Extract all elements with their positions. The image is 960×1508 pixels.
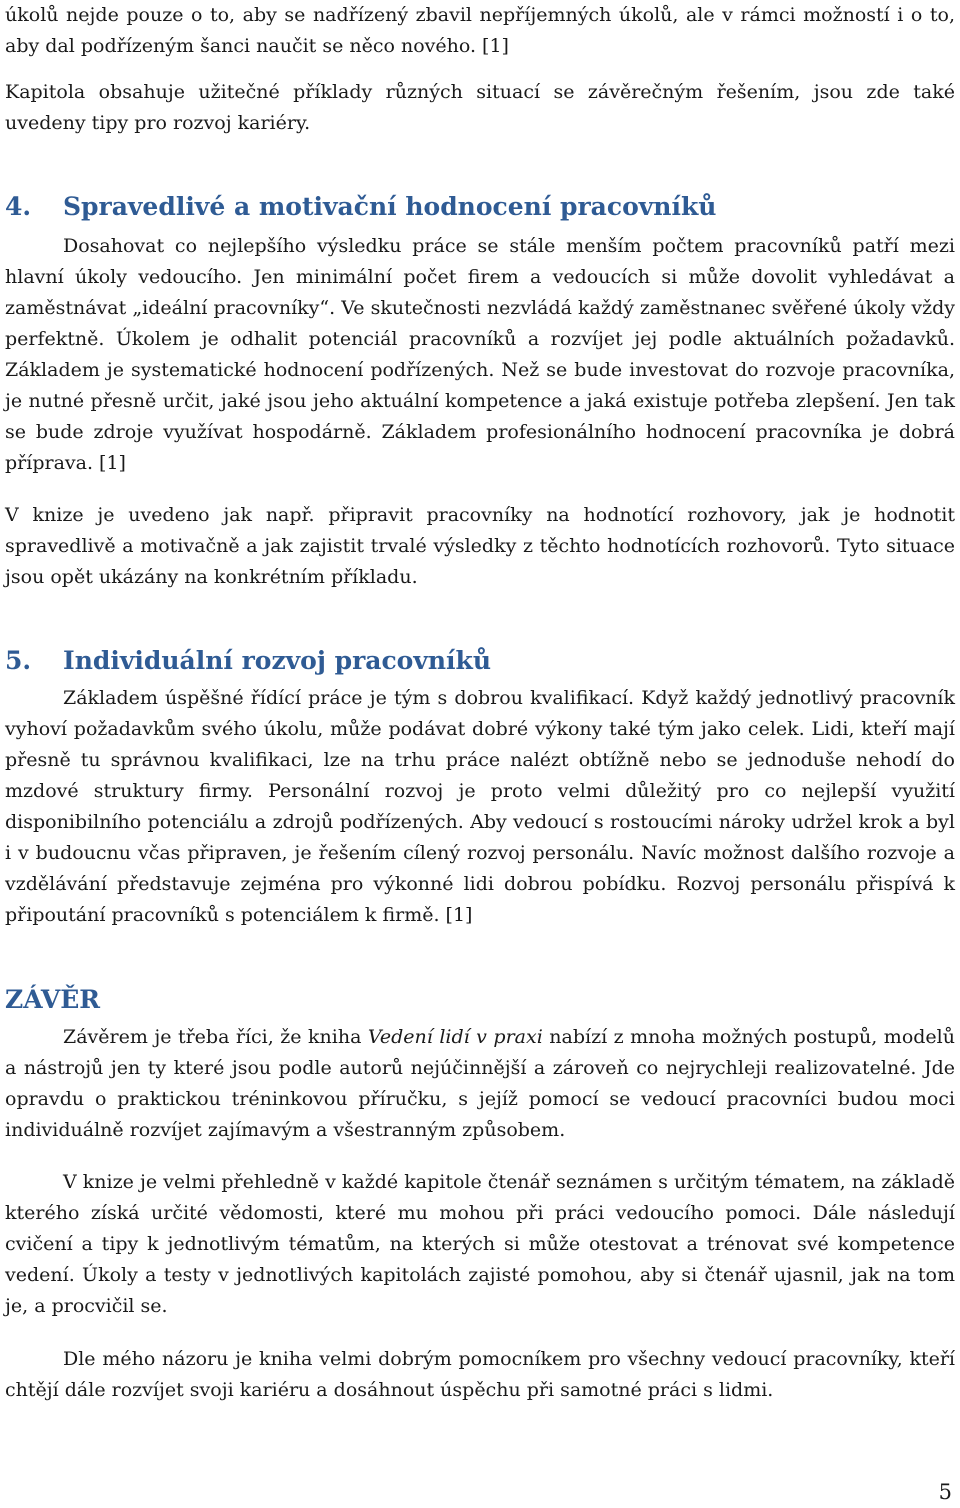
paragraph-chapter-summary: Kapitola obsahuje užitečné příklady různých situací se závěrečným řešením, jsou zde také uvedeny tipy pro rozvoj kariéry.	[5, 81, 955, 134]
conclusion-p1-before: Závěrem je třeba říci, že kniha	[63, 1026, 368, 1048]
paragraph-intro-tail: úkolů nejde pouze o to, aby se nadřízený zbavil nepříjemných úkolů, ale v rámci možností i o to, aby dal podřízeným šanci naučit se něco nového. [1]	[5, 4, 955, 57]
section-4-paragraph-2: V knize je uvedeno jak např. připravit pracovníky na hodnotící rozhovory, jak je hodnotit spravedlivě a motivačně a jak zajistit trvalé výsledky z těchto hodnotících rozhovorů. Tyto situace jsou opět ukázány na konkrétním příkladu.	[5, 504, 955, 588]
section-4-paragraph-1: Dosahovat co nejlepšího výsledku práce se stále menším počtem pracovníků patří mezi hlavní úkoly vedoucího. Jen minimální počet firem a vedoucích si může dovolit vyhledávat a zaměstnávat „ideální pracovníky“. Ve skutečnosti nezvládá každý zaměstnanec svěřené úkoly vždy perfektně. Úkolem je odhalit potenciál pracovníků a rozvíjet jej podle aktuálních požadavků. Základem je systematické hodnocení podřízených. Než se bude investovat do rozvoje pracovníka, je nutné přesně určit, jaké jsou jeho aktuální kompetence a jaká existuje potřeba zlepšení. Jen tak se bude zdroje využívat hospodárně. Základem profesionálního hodnocení pracovníka je dobrá příprava. [1]	[5, 235, 955, 474]
conclusion-paragraph-2: V knize je velmi přehledně v každé kapitole čtenář seznámen s určitým tématem, na základě kterého získá určité vědomosti, které mu mohou při práci vedoucího pomoci. Dále následují cvičení a tipy k jednotlivým tématům, na kterých si může otestovat a trénovat své kompetence vedení. Úkoly a testy v jednotlivých kapitolách zajisté pomohou, aby si čtenář ujasnil, jak na tom je, a procvičil se.	[5, 1171, 955, 1317]
section-5-paragraph-1: Základem úspěšné řídící práce je tým s dobrou kvalifikací. Když každý jednotlivý pracovník vyhoví požadavkům svého úkolu, může podávat dobré výkony také tým jako celek. Lidi, kteří mají přesně tu správnou kvalifikaci, lze na trhu práce nalézt obtížně nebo se jednoduše nehodí do mzdové struktury firmy. Personální rozvoj je proto velmi důležitý pro co nejlepší využití disponibilního potenciálu a zdrojů podřízených. Aby vedoucí s rostoucími nároky udržel krok a byl i v budoucnu včas připraven, je řešením cílený rozvoj personálu. Navíc možnost dalšího rozvoje a vzdělávání představuje zejména pro výkonné lidi dobrou pobídku. Rozvoj personálu přispívá k připoutání pracovníků s potenciálem k firmě. [1]	[5, 687, 955, 926]
page-number: 5	[938, 1480, 952, 1504]
section-4-heading	[5, 192, 716, 221]
conclusion-paragraph-1	[5, 1022, 955, 1146]
conclusion-paragraph-3: Dle mého názoru je kniha velmi dobrým pomocníkem pro všechny vedoucí pracovníky, kteří chtějí dále rozvíjet svoji kariéru a dosáhnout úspěchu při samotné práci s lidmi.	[5, 1348, 955, 1401]
book-title: Vedení lidí v praxi	[367, 1026, 543, 1048]
section-5-title: Individuální rozvoj pracovníků	[63, 646, 492, 675]
section-4-title: Spravedlivé a motivační hodnocení pracovníků	[63, 192, 717, 221]
conclusion-heading: ZÁVĚR	[5, 985, 101, 1014]
section-5-number: 5.	[5, 646, 32, 675]
conclusion-p1-after: nabízí z mnoha možných postupů, modelů a nástrojů jen ty které jsou podle autorů nejúčinnější a zároveň co nejrychleji realizovatelné. Jde opravdu o praktickou tréninkovou příručku, s jejíž pomocí se vedoucí pracovníci budou moci individuálně rozvíjet zajímavým a všestranným způsobem.	[5, 1026, 955, 1141]
section-5-heading	[5, 646, 491, 675]
section-4-number: 4.	[5, 192, 32, 221]
